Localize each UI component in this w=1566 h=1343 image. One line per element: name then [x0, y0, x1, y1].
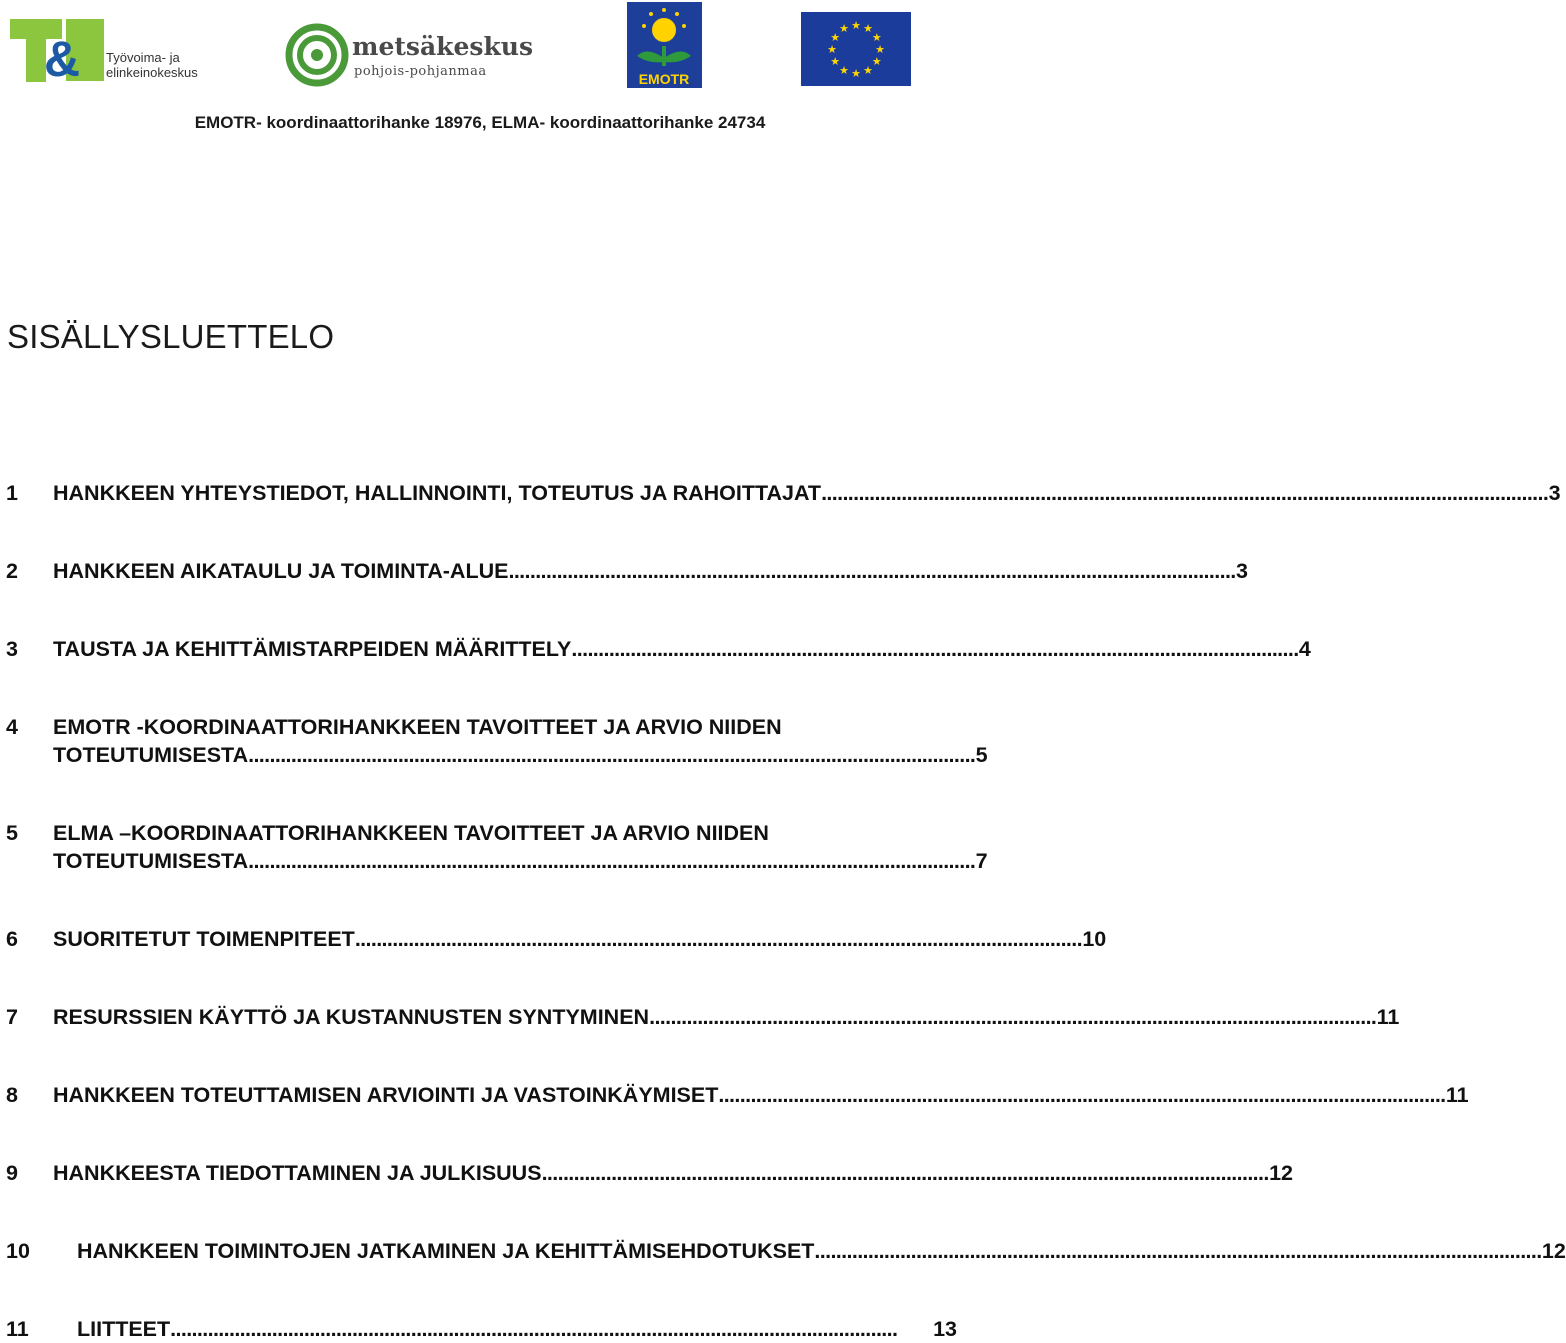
eu-star-icon: ★: [839, 22, 849, 36]
te-logo: [8, 14, 198, 87]
toc-page: 12: [1269, 1161, 1293, 1185]
eu-star-icon: ★: [875, 43, 885, 56]
dot-leader: [355, 925, 1081, 953]
toc-text: HANKKEEN TOTEUTTAMISEN ARVIOINTI JA VASTOINKÄYMISET: [53, 1083, 719, 1107]
dot-leader: [170, 1315, 931, 1343]
eu-star-icon: ★: [851, 67, 861, 80]
toc-entry[interactable]: [6, 1081, 1469, 1109]
eu-flag: [801, 12, 911, 86]
toc-number: 6: [6, 927, 18, 951]
dot-leader: [248, 741, 974, 769]
toc-number: 1: [6, 481, 18, 505]
toc-page: 11: [1376, 1005, 1400, 1029]
toc-page: 13: [933, 1317, 957, 1341]
toc-page: 5: [975, 743, 988, 767]
toc-text-continued: TOTEUTUMISESTA: [53, 743, 249, 767]
toc-entry[interactable]: [6, 635, 1311, 663]
dot-leader: [821, 479, 1547, 507]
toc-page: 3: [1235, 559, 1248, 583]
toc-page: 11: [1445, 1083, 1469, 1107]
project-header: EMOTR- koordinaattorihanke 18976, ELMA- koordinaattorihanke 24734: [194, 113, 766, 132]
toc-entry[interactable]: [6, 713, 988, 769]
toc-number: 2: [6, 559, 18, 583]
toc-text: ELMA –KOORDINAATTORIHANKKEEN TAVOITTEET JA ARVIO NIIDEN: [53, 821, 769, 845]
toc-number: 11: [6, 1317, 29, 1341]
toc-number: 4: [6, 715, 18, 739]
toc-page: 7: [975, 849, 988, 873]
dot-leader: [571, 635, 1297, 663]
toc-title: SISÄLLYSLUETTELO: [7, 318, 335, 355]
toc-text: HANKKEEN YHTEYSTIEDOT, HALLINNOINTI, TOTEUTUS JA RAHOITTAJAT: [53, 481, 822, 505]
eu-star-icon: ★: [871, 55, 882, 68]
svg-text:EMOTR: EMOTR: [638, 71, 690, 87]
toc-entry[interactable]: [6, 925, 1107, 953]
toc-number: 7: [6, 1005, 18, 1029]
svg-text:&: &: [44, 31, 81, 87]
eu-star-icon: ★: [863, 63, 873, 77]
toc-text-continued: TOTEUTUMISESTA: [53, 849, 249, 873]
svg-text:elinkeinokeskus: elinkeinokeskus: [106, 65, 198, 80]
emotr-logo: [627, 2, 702, 88]
toc-text: HANKKEEN TOIMINTOJEN JATKAMINEN JA KEHITTÄMISEHDOTUKSET: [77, 1239, 815, 1263]
toc-text: TAUSTA JA KEHITTÄMISTARPEIDEN MÄÄRITTELY: [53, 637, 572, 661]
eu-star-icon: ★: [863, 22, 873, 36]
dot-leader: [508, 557, 1234, 585]
svg-text:pohjois-pohjanmaa: pohjois-pohjanmaa: [354, 64, 487, 79]
toc-page: 4: [1298, 637, 1311, 661]
dot-leader: [248, 847, 974, 875]
dot-leader: [542, 1159, 1268, 1187]
dot-leader: [649, 1003, 1375, 1031]
eu-star-icon: ★: [871, 31, 882, 44]
toc-number: 5: [6, 821, 18, 845]
toc-entry[interactable]: [6, 819, 988, 875]
toc-text: HANKKEEN AIKATAULU JA TOIMINTA-ALUE: [53, 559, 509, 583]
metsakeskus-logo: [288, 22, 534, 88]
toc-entry[interactable]: [6, 1159, 1293, 1187]
toc-text: SUORITETUT TOIMENPITEET: [53, 927, 355, 951]
toc-page: 10: [1082, 927, 1107, 951]
eu-star-icon: ★: [830, 31, 841, 44]
toc-number: 3: [6, 637, 18, 661]
toc-entry[interactable]: [6, 1237, 1566, 1265]
toc-text: LIITTEET: [77, 1317, 171, 1341]
eu-star-icon: ★: [830, 55, 841, 68]
eu-star-icon: ★: [827, 43, 837, 56]
toc-page: 3: [1548, 481, 1561, 505]
toc-page: 12: [1541, 1239, 1566, 1263]
svg-text:Työvoima- ja: Työvoima- ja: [106, 50, 180, 65]
dot-leader: [814, 1237, 1540, 1265]
toc-entry[interactable]: [6, 557, 1248, 585]
eu-star-icon: ★: [851, 19, 861, 32]
logo-bar: [0, 0, 960, 100]
svg-text:metsäkeskus: metsäkeskus: [352, 32, 534, 61]
dot-leader: [718, 1081, 1444, 1109]
toc-entry[interactable]: [6, 479, 1561, 507]
toc-number: 10: [6, 1239, 30, 1263]
toc-text: EMOTR -KOORDINAATTORIHANKKEEN TAVOITTEET JA ARVIO NIIDEN: [53, 715, 782, 739]
toc-entry[interactable]: [6, 1315, 957, 1343]
toc-entry[interactable]: [6, 1003, 1400, 1031]
toc-number: 8: [6, 1083, 18, 1107]
toc-text: RESURSSIEN KÄYTTÖ JA KUSTANNUSTEN SYNTYMINEN: [53, 1005, 650, 1029]
toc-number: 9: [6, 1161, 18, 1185]
eu-star-icon: ★: [839, 63, 849, 77]
toc-text: HANKKEESTA TIEDOTTAMINEN JA JULKISUUS: [53, 1161, 542, 1185]
